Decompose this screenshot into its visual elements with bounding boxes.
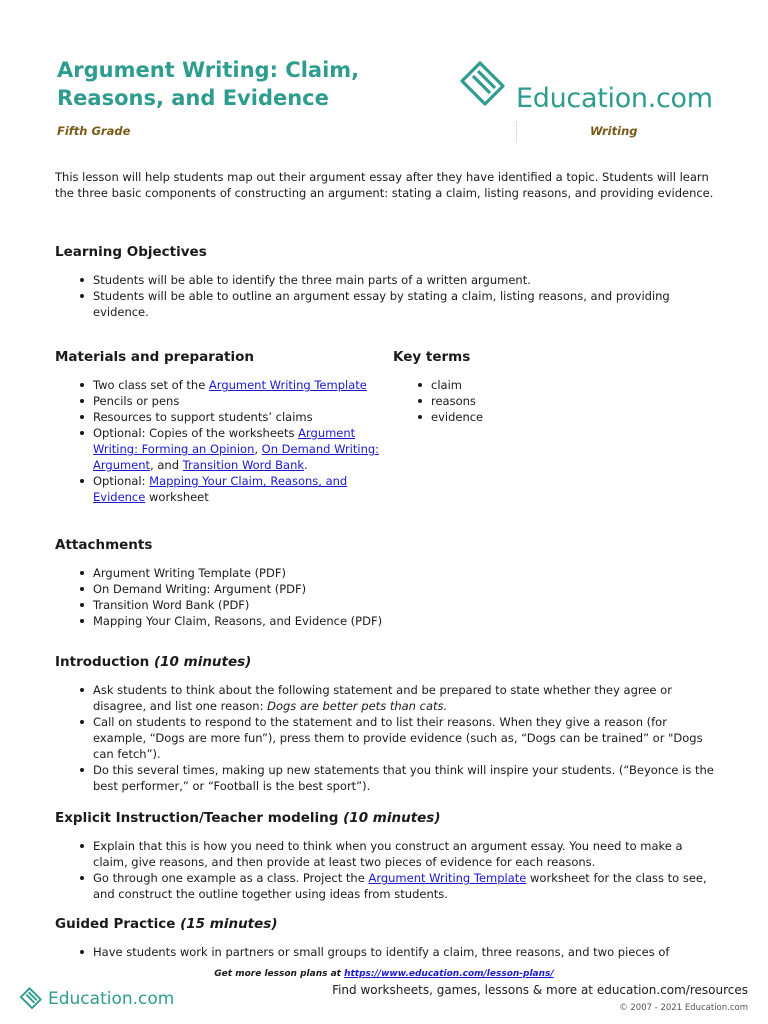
heading-text: Guided Practice [55, 916, 176, 932]
transition-word-bank-link[interactable]: Transition Word Bank [182, 458, 305, 472]
learning-objectives-heading: Learning Objectives [55, 244, 207, 260]
pencil-logo-icon [456, 52, 514, 114]
explicit-instruction-section [55, 809, 715, 902]
list-item: Transition Word Bank (PDF) [93, 597, 715, 613]
list-item: Students will be able to outline an argument essay by stating a claim, listing reasons, and providing evidence. [93, 288, 715, 320]
list-item: Students will be able to identify the three main parts of a written argument. [93, 272, 715, 288]
key-terms-heading: Key terms [393, 349, 471, 365]
introduction-list [55, 682, 715, 794]
guided-practice-heading [55, 915, 715, 933]
list-item: Call on students to respond to the statement and to list their reasons. When they give a reason (for example, “Dogs are more fun”), press them to provide evidence (such as, “Dogs can be trained” or "Dogs can fetch”). [93, 714, 715, 762]
list-item: Have students work in partners or small groups to identify a claim, three reasons, and two pieces of [93, 944, 715, 960]
heading-text: Introduction [55, 654, 150, 670]
introduction-section [55, 653, 715, 794]
item-text: , [254, 442, 262, 456]
key-terms-section [393, 348, 693, 425]
list-item: Pencils or pens [93, 393, 385, 409]
grade-label: Fifth Grade [57, 124, 131, 138]
item-emphasis: Dogs are better pets than cats. [267, 699, 448, 713]
materials-section [55, 348, 385, 505]
list-item: Mapping Your Claim, Reasons, and Evidence (PDF) [93, 613, 715, 629]
list-item: claim [431, 377, 693, 393]
item-text: Optional: Copies of the worksheets [93, 426, 299, 440]
list-item [93, 473, 385, 505]
attachments-section [55, 536, 715, 629]
list-item: evidence [431, 409, 693, 425]
subject-label: Writing [590, 124, 638, 138]
list-item [93, 377, 385, 393]
forming-an-opinion-link[interactable]: Argument Writing: Forming an Opinion [93, 426, 356, 456]
explicit-instruction-list [55, 838, 715, 902]
list-item: Do this several times, making up new statements that you think will inspire your students. (“Beyonce is the best performer,” or “Football is the best sport”). [93, 763, 714, 793]
item-text: Two class set of the [93, 378, 209, 392]
list-item [93, 425, 385, 473]
list-item: Argument Writing Template (PDF) [93, 565, 715, 581]
footer-brand-name: Education.com [48, 989, 175, 1009]
pencil-logo-icon [18, 983, 46, 1015]
explicit-instruction-heading [55, 809, 715, 827]
intro-paragraph: This lesson will help students map out their argument essay after they have identified a topic. Students will learn the three basic components of constructing an argument: stating a claim, listing reasons, and providing evidence. [55, 170, 714, 200]
argument-writing-template-link[interactable]: Argument Writing Template [208, 378, 367, 392]
item-text: Optional: [93, 474, 150, 488]
attachments-list [55, 565, 715, 629]
guided-practice-list [55, 944, 715, 960]
education-logo[interactable] [456, 56, 713, 114]
on-demand-writing-link[interactable]: On Demand Writing: Argument [93, 442, 380, 472]
list-item: Resources to support students’ claims [93, 409, 385, 425]
learning-objectives-section [55, 243, 715, 320]
mapping-your-claim-link[interactable]: Mapping Your Claim, Reasons, and Evidence [93, 474, 348, 504]
list-item [93, 870, 715, 902]
introduction-heading [55, 653, 715, 671]
heading-duration: (15 minutes) [180, 916, 278, 932]
footer-tagline: Find worksheets, games, lessons & more at education.com/resources [332, 983, 748, 997]
key-terms-list [393, 377, 693, 425]
list-item: Explain that this is how you need to think when you construct an argument essay. You need to make a claim, give reasons, and then provide at least two pieces of evidence for each reasons. [93, 838, 715, 870]
list-item: reasons [431, 393, 693, 409]
item-text: worksheet [145, 490, 209, 504]
item-text: , and [150, 458, 183, 472]
brand-name: Education.com [516, 83, 713, 114]
attachments-heading: Attachments [55, 537, 153, 553]
guided-practice-section [55, 915, 715, 960]
materials-list [55, 377, 385, 505]
argument-writing-template-link[interactable]: Argument Writing Template [368, 871, 527, 885]
materials-heading: Materials and preparation [55, 349, 254, 365]
list-item [93, 682, 715, 714]
heading-duration: (10 minutes) [153, 654, 252, 670]
page-title: Argument Writing: Claim, Reasons, and Evidence [57, 58, 360, 110]
footer-copyright: © 2007 - 2021 Education.com [619, 1003, 748, 1013]
list-item: On Demand Writing: Argument (PDF) [93, 581, 715, 597]
item-text: . [304, 458, 308, 472]
lesson-plans-link[interactable]: https://www.education.com/lesson-plans/ [344, 969, 554, 979]
footer-logo[interactable] [18, 983, 174, 1015]
item-text: Go through one example as a class. Project the [93, 871, 369, 885]
item-text: Ask students to think about the following statement and be prepared to state whether they agree or disagree, and list one reason: [93, 683, 672, 713]
objectives-list [55, 272, 715, 320]
intro-paragraph-block [55, 169, 715, 201]
header-divider [516, 121, 517, 141]
item-text: worksheet for the class to see, and construct the outline together using ideas from students. [93, 871, 707, 901]
footer-more-lessons [0, 966, 768, 982]
footer-text: Get more lesson plans at [214, 969, 345, 979]
heading-text: Explicit Instruction/Teacher modeling [55, 810, 339, 826]
heading-duration: (10 minutes) [343, 810, 441, 826]
